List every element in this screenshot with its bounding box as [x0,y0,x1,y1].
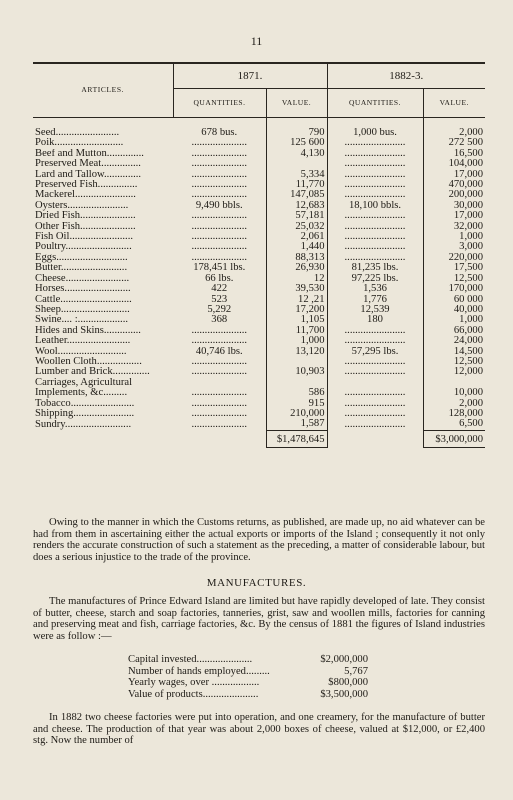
value-1871-cell: 12 [266,274,327,284]
value-1882-cell: 12,000 [423,367,485,377]
quantity-1871-cell: ..................... [191,211,248,222]
header-year-1871: 1871. [173,63,327,89]
value-1882-cell: 470,000 [423,180,485,190]
value-1871-cell: 2,061 [266,232,327,242]
quantity-1871-cell: 422 [211,284,228,295]
table-row [33,138,485,148]
value-1871-cell [266,357,327,367]
value-1882-cell: 24,000 [423,336,485,346]
table-row [33,347,485,357]
quantity-1882-cell: 12,539 [360,304,390,315]
table-row [33,170,485,180]
quantity-1871-cell: ..................... [191,325,248,336]
value-1871-cell: 12 ,21 [266,295,327,305]
table-row [33,336,485,346]
value-1871-cell: 26,930 [266,263,327,273]
value-1882-cell: 16,500 [423,149,485,159]
article-cell: Dried Fish..................... [35,211,136,222]
census-figures [128,654,368,700]
value-1882-cell: 6,500 [423,419,485,430]
value-1882-cell: 40,000 [423,305,485,315]
census-value: $3,500,000 [320,688,368,700]
quantity-1882-cell: ....................... [344,408,406,419]
value-1882-cell: 12,500 [423,274,485,284]
value-1871-cell: 147,085 [266,190,327,200]
value-1882-cell: 17,500 [423,263,485,273]
article-cell: Shipping....................... [35,408,135,419]
table-row [33,232,485,242]
quantity-1882-cell: 97,225 lbs. [351,273,399,284]
value-1871-cell: 790 [266,118,327,139]
census-label: Number of hands employed......... [128,665,270,677]
census-label: Yearly wages, over .................. [128,677,260,689]
trade-table [33,62,485,448]
table-row [33,409,485,419]
value-1882-cell: 1,000 [423,232,485,242]
header-articles: ARTICLES. [33,63,173,118]
quantity-1871-cell: ..................... [191,169,248,180]
article-cell: Seed........................ [35,127,120,138]
value-1871-cell: 57,181 [266,211,327,221]
quantity-1882-cell: ....................... [344,252,406,263]
totals-blank [173,430,266,447]
quantity-1882-cell: ....................... [344,325,406,336]
quantity-1882-cell: ....................... [344,159,406,170]
quantity-1871-cell: 368 [211,315,228,326]
quantity-1882-cell: ....................... [344,398,406,409]
quantity-1882-cell: ....................... [344,242,406,253]
article-cell: Fish Oil........................ [35,232,134,243]
census-row [128,666,368,678]
page-number: 11 [250,34,263,48]
section-heading: MANUFACTURES. [206,577,307,589]
value-1871-cell: 88,313 [266,253,327,263]
quantity-1882-cell: ....................... [344,232,406,243]
header-quantities-1871: QUANTITIES. [173,89,266,118]
census-row [128,689,368,701]
table-row [33,378,485,399]
value-1871-cell: 1,105 [266,315,327,325]
article-cell: Lumber and Brick.............. [35,367,150,378]
total-1882: $3,000,000 [423,430,485,447]
table-row [33,263,485,273]
article-cell: Cattle........................... [35,294,132,305]
table-row [33,357,485,367]
quantity-1871-cell: ..................... [191,190,248,201]
table-body [33,118,485,448]
article-cell: Wool.......................... [35,346,127,357]
value-1871-cell: 11,700 [266,326,327,336]
quantity-1871-cell: ..................... [191,367,248,378]
article-cell: Eggs........................... [35,252,128,263]
value-1882-cell: 14,500 [423,347,485,357]
value-1882-cell: 12,500 [423,357,485,367]
quantity-1882-cell: 18,100 bbls. [348,200,402,211]
article-cell: Preserved Meat............... [35,159,141,170]
quantity-1871-cell: 66 lbs. [205,273,234,284]
value-1882-cell: 272 500 [423,138,485,148]
quantity-1882-cell: ....................... [344,387,406,399]
census-label: Value of products..................... [128,688,259,700]
quantity-1871-cell: ..................... [191,252,248,263]
value-1871-cell: 4,130 [266,149,327,159]
value-1882-cell: 17,000 [423,211,485,221]
quantity-1871-cell: 9,490 bbls. [195,200,243,211]
value-1882-cell: 32,000 [423,222,485,232]
total-1871: $1,478,645 [266,430,327,447]
value-1871-cell: 39,530 [266,284,327,294]
table-row [33,190,485,200]
value-1871-cell: 1,587 [266,419,327,430]
quantity-1882-cell: ....................... [344,419,406,430]
quantity-1871-cell: ..................... [191,356,248,367]
value-1882-cell: 60 000 [423,295,485,305]
census-value: 5,767 [344,665,368,677]
table-row [33,315,485,325]
article-cell: Cheese........................ [35,273,130,284]
article-cell: Other Fish..................... [35,221,136,232]
quantity-1871-cell: ..................... [191,148,248,159]
article-cell: Leather........................ [35,336,131,347]
article-cell: Carriages, Agricultural Implements, &c......... [35,377,133,399]
value-1871-cell: 10,903 [266,367,327,377]
quantity-1871-cell: ..................... [191,408,248,419]
quantity-1882-cell: 180 [367,315,383,326]
value-1871-cell: 915 [266,399,327,409]
value-1882-cell: 200,000 [423,190,485,200]
quantity-1882-cell: 57,295 lbs. [351,346,399,357]
quantity-1882-cell: ....................... [344,148,406,159]
article-cell: Poultry......................... [35,242,132,253]
article-cell: Sundry......................... [35,419,132,430]
value-1871-cell: 5,334 [266,170,327,180]
table-row [33,419,485,430]
table-row [33,180,485,190]
article-cell: Hides and Skins.............. [35,325,141,336]
value-1882-cell: 170,000 [423,284,485,294]
article-cell: Beef and Mutton.............. [35,148,144,159]
quantity-1882-cell: ....................... [344,190,406,201]
article-cell: Mackerel....................... [35,190,136,201]
quantity-1871-cell: 40,746 lbs. [195,346,243,357]
value-1882-cell: 66,000 [423,326,485,336]
quantity-1882-cell: ....................... [344,180,406,191]
value-1871-cell: 11,770 [266,180,327,190]
census-label: Capital invested..................... [128,654,253,665]
value-1871-cell: 1,440 [266,242,327,252]
value-1871-cell: 125 600 [266,138,327,148]
quantity-1871-cell: 5,292 [207,304,232,315]
article-cell: Oysters....................... [35,200,129,211]
value-1882-cell: 220,000 [423,253,485,263]
quantity-1871-cell: 523 [211,294,228,305]
quantity-1871-cell: ..................... [191,398,248,409]
quantity-1871-cell: ..................... [191,138,248,149]
value-1882-cell: 10,000 [423,378,485,399]
quantity-1882-cell: ....................... [344,211,406,222]
manufactures-paragraph: The manufactures of Prince Edward Island are limited but have rapidly developed of late. They consist of butter, cheese, starch and soap factories, tanneries, grist, saw and woollen mills, factories for canning and preserving meat and fish, carriage factories, &c. By the census of 1881 the figures of Island industries were as follow :— [33,596,485,642]
article-cell: Swine.... :................... [35,315,128,326]
census-value: $800,000 [328,677,368,689]
quantity-1882-cell: 1,000 bus. [353,127,397,138]
census-row [128,677,368,689]
table-row [33,284,485,294]
table-row [33,222,485,232]
value-1871-cell: 25,032 [266,222,327,232]
quantity-1882-cell: ....................... [344,367,406,378]
quantity-1882-cell: ....................... [344,336,406,347]
article-cell: Lard and Tallow.............. [35,169,142,180]
table-row [33,149,485,159]
quantity-1882-cell: ....................... [344,138,406,149]
table-row [33,211,485,221]
table-row [33,305,485,315]
article-cell: Sheep.......................... [35,304,130,315]
value-1882-cell: 17,000 [423,170,485,180]
quantity-1871-cell: 678 bus. [201,127,238,138]
article-cell: Woollen Cloth................. [35,356,142,367]
quantity-1871-cell: ..................... [191,180,248,191]
quantity-1871-cell: ..................... [191,242,248,253]
value-1871-cell [266,159,327,169]
quantity-1871-cell: ..................... [191,336,248,347]
value-1871-cell: 13,120 [266,347,327,357]
quantity-1882-cell: ....................... [344,169,406,180]
quantity-1882-cell: ....................... [344,356,406,367]
value-1882-cell: 30,000 [423,201,485,211]
header-value-1871: VALUE. [266,89,327,118]
quantity-1871-cell: ..................... [191,159,248,170]
table-row [33,253,485,263]
totals-label [33,430,173,447]
customs-paragraph: Owing to the manner in which the Customs returns, as published, are made up, no aid whatever can be had from them in ascertaining either the actual exports or imports of the Island ; consequently it not only renders the accurate construction of such a statement as the preceding, a matter of considerable labour, but does a serious injustice to the trade of the province. [33,517,485,563]
table-row [33,118,485,139]
header-year-1882: 1882-3. [327,63,485,89]
value-1871-cell: 17,200 [266,305,327,315]
table-row [33,367,485,377]
value-1882-cell: 104,000 [423,159,485,169]
table-row [33,399,485,409]
quantity-1871-cell: 178,451 lbs. [193,263,246,274]
quantity-1882-cell: 1,536 [363,284,387,295]
article-cell: Horses......................... [35,284,131,295]
article-cell: Preserved Fish............... [35,180,138,191]
quantity-1882-cell: 1,776 [363,294,387,305]
value-1871-cell: 12,683 [266,201,327,211]
quantity-1882-cell: ....................... [344,221,406,232]
quantity-1871-cell: ..................... [191,232,248,243]
header-value-1882: VALUE. [423,89,485,118]
value-1871-cell: 586 [266,378,327,399]
table-row [33,242,485,252]
value-1871-cell: 1,000 [266,336,327,346]
value-1882-cell: 128,000 [423,409,485,419]
quantity-1882-cell: 81,235 lbs. [351,263,399,274]
census-value: $2,000,000 [320,654,368,665]
quantity-1871-cell: ..................... [191,387,248,399]
header-quantities-1882: QUANTITIES. [327,89,423,118]
table-row [33,201,485,211]
table-row [33,326,485,336]
value-1882-cell: 1,000 [423,315,485,325]
cheese-paragraph: In 1882 two cheese factories were put into operation, and one creamery, for the manufacture of butter and cheese. The production of that year was about 2,000 boxes of cheese, valued at $12,000, or £2,400 stg. Now the number of [33,712,485,747]
table-row [33,295,485,305]
value-1882-cell: 3,000 [423,242,485,252]
article-cell: Butter......................... [35,263,128,274]
quantity-1871-cell: ..................... [191,419,248,430]
article-cell: Poik.......................... [35,138,124,149]
table-row [33,159,485,169]
value-1882-cell: 2,000 [423,118,485,139]
value-1882-cell: 2,000 [423,399,485,409]
totals-blank [327,430,423,447]
article-cell: Tobacco........................ [35,398,135,409]
value-1871-cell: 210,000 [266,409,327,419]
totals-row [33,430,485,447]
quantity-1871-cell: ..................... [191,221,248,232]
table-row [33,274,485,284]
census-row [128,654,368,666]
